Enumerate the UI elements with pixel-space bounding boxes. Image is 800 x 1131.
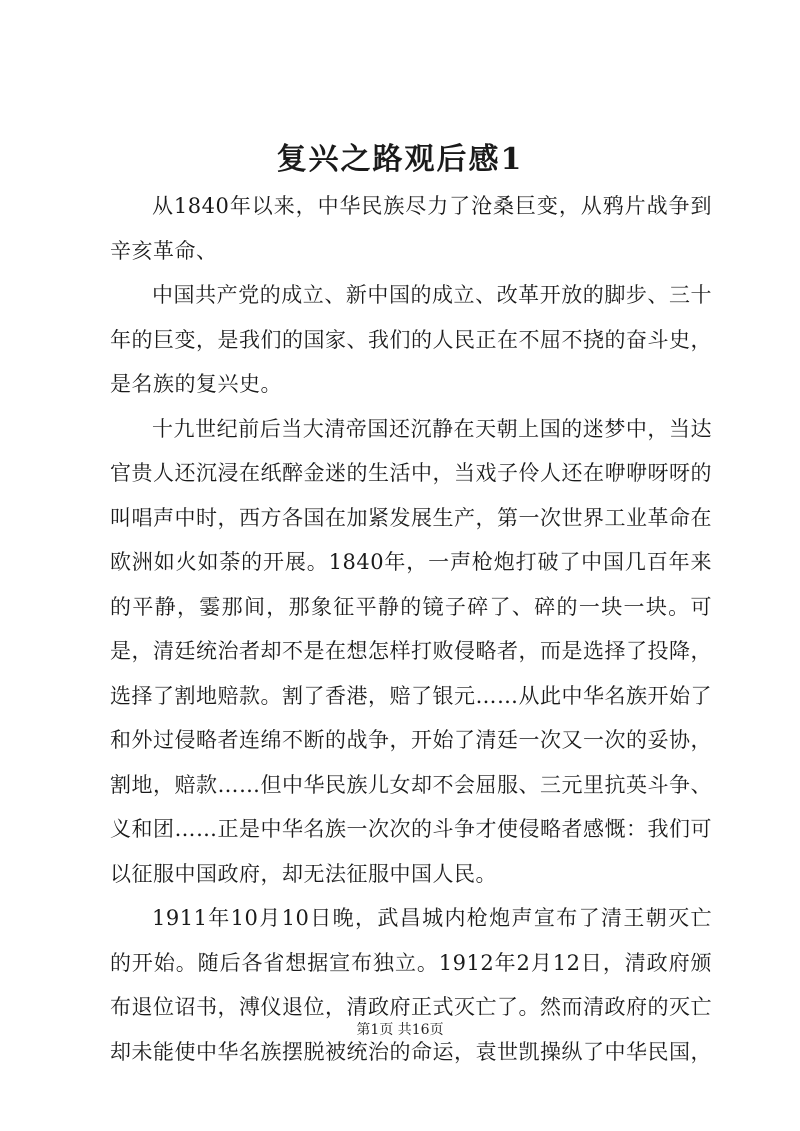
- paragraph-2: 中国共产党的成立、新中国的成立、改革开放的脚步、三十年的巨变，是我们的国家、我们的人民正在不屈不挠的奋斗史，是名族的复兴史。: [110, 283, 712, 396]
- paragraph-1: 从1840年以来，中华民族尽力了沧桑巨变，从鸦片战争到辛亥革命、: [110, 194, 712, 263]
- paragraph-3: 十九世纪前后当大清帝国还沉静在天朝上国的迷梦中，当达官贵人还沉浸在纸醉金迷的生活中，当戏子伶人还在咿咿呀呀的叫唱声中时，西方各国在加紧发展生产，第一次世界工业革命在欧洲如火如荼的开展。1840年，一声枪炮打破了中国几百年来的平静，霎那间，那象征平静的镜子碎了、碎的一块一块。可是，清廷统治者却不是在想怎样打败侵略者，而是选择了投降，选择了割地赔款。割了香港，赔了银元……从此中华名族开始了和外过侵略者连绵不断的战争，开始了清廷一次又一次的妥协，割地，赔款……但中华民族儿女却不会屈服、三元里抗英斗争、义和团……正是中华名族一次次的斗争才使侵略者感慨：我们可以征服中国政府，却无法征服中国人民。: [110, 416, 712, 886]
- document-title: 复兴之路观后感1: [276, 142, 524, 177]
- paragraph-4: 1911年10月10日晚，武昌城内枪炮声宣布了清王朝灭亡的开始。随后各省想据宣布独立。1912年2月12日，清政府颁布退位诏书，溥仪退位，清政府正式灭亡了。然而清政府的灭亡却未能使中华名族摆脱被统治的命运，袁世凯操纵了中华民国，: [110, 906, 712, 1064]
- page-footer: 第1页 共16页: [356, 1022, 444, 1038]
- document-body: [110, 184, 712, 1074]
